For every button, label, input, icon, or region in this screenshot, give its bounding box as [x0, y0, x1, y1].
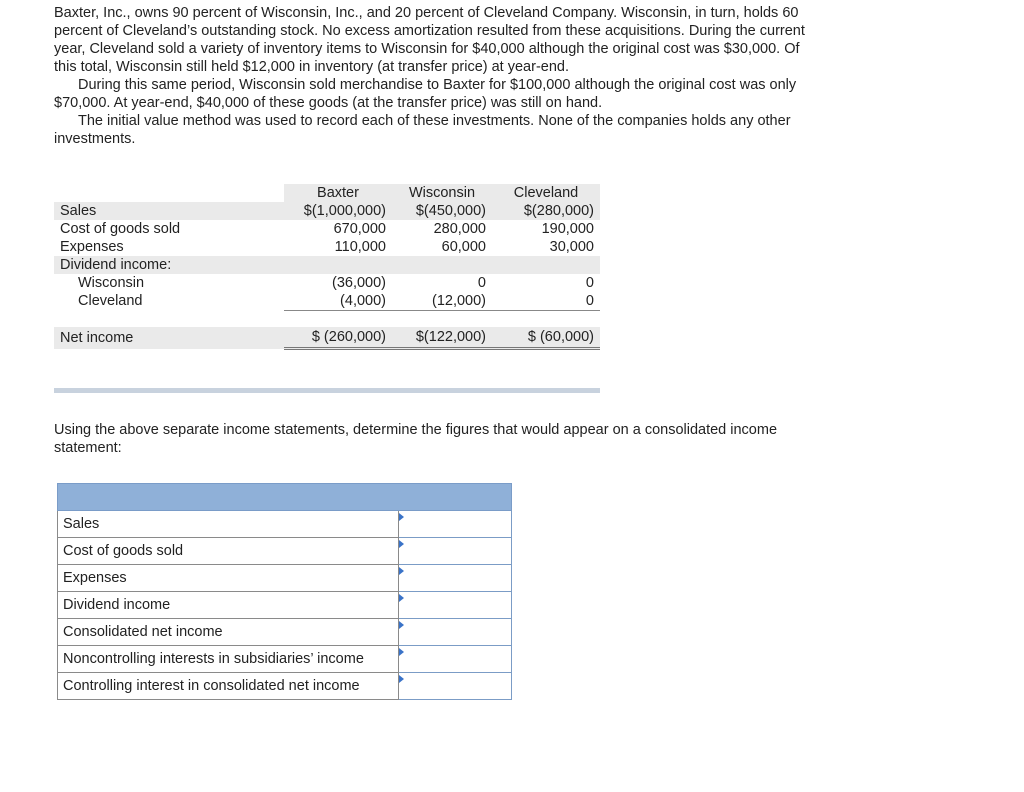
row-label-cogs: Cost of goods sold: [60, 221, 181, 237]
cell-value: (36,000): [331, 275, 386, 291]
row-label-cleveland: Cleveland: [78, 293, 143, 310]
problem-text: [54, 4, 814, 148]
sales-input[interactable]: [399, 512, 511, 536]
answer-table-header: [58, 484, 512, 511]
answer-row-expenses: [58, 565, 512, 592]
answer-row-sales: [58, 511, 512, 538]
cell-value: $(280,000): [492, 202, 600, 220]
problem-paragraph-3: The initial value method was used to record each of these investments. None of the companies holds any other investments.: [54, 113, 791, 147]
answer-row-controlling: [58, 673, 512, 700]
cell-value: $(1,000,000): [284, 202, 392, 220]
cell-value: (12,000): [392, 292, 492, 311]
row-label-sales: Sales: [54, 202, 284, 220]
table-row: [54, 238, 600, 256]
cell-value: (4,000): [284, 292, 392, 311]
answer-row-dividend-income: [58, 592, 512, 619]
problem-paragraph-2: During this same period, Wisconsin sold merchandise to Baxter for $100,000 although the original cost was only $70,000. At year-end, $40,000 of these goods (at the transfer price) was still on hand.: [54, 77, 797, 111]
expenses-input[interactable]: [399, 566, 511, 590]
row-label-dividend-income: Dividend income:: [54, 256, 284, 274]
answer-row-consolidated-net-income: [58, 619, 512, 646]
row-label-expenses: Expenses: [60, 239, 124, 255]
table-row: [54, 256, 600, 274]
cell-value: 0: [492, 292, 600, 311]
table-row: [54, 202, 600, 220]
cell-value: 110,000: [334, 239, 386, 255]
cell-value: 280,000: [433, 221, 486, 237]
problem-paragraph-1: Baxter, Inc., owns 90 percent of Wisconsin, Inc., and 20 percent of Cleveland Company. Wisconsin, in turn, holds 60 percent of Cleveland’s outstanding stock. No excess amortization resulted from these acquisitions. During the current year, Cleveland sold a variety of inventory items to Wisconsin for $40,000 although the original cost was $30,000. Of this total, Wisconsin still held $12,000 in inventory (at transfer price) at year-end.: [54, 5, 805, 75]
table-row: [54, 292, 600, 311]
cell-value: 0: [585, 275, 594, 291]
cell-value: $ (260,000): [284, 327, 392, 349]
table-row: [54, 220, 600, 238]
answer-label: Controlling interest in consolidated net income: [58, 673, 399, 700]
cell-value: $ (60,000): [492, 327, 600, 349]
controlling-interest-input[interactable]: [399, 674, 511, 698]
answer-label: Consolidated net income: [58, 619, 399, 646]
answer-label: Dividend income: [58, 592, 399, 619]
table-row: [54, 274, 600, 292]
cost-of-goods-sold-input[interactable]: [399, 539, 511, 563]
table-row: [54, 327, 600, 349]
col-header-wisconsin: Wisconsin: [392, 184, 492, 202]
divider: [54, 388, 600, 393]
answer-label: Sales: [58, 511, 399, 538]
question-text: Using the above separate income statements, determine the figures that would appear on a consolidated income statement:: [54, 422, 778, 456]
noncontrolling-interests-input[interactable]: [399, 647, 511, 671]
answer-label: Expenses: [58, 565, 399, 592]
cell-value: 670,000: [333, 221, 386, 237]
answer-label: Noncontrolling interests in subsidiaries’ income: [58, 646, 399, 673]
consolidated-answer-table: [57, 483, 512, 700]
cell-value: 0: [477, 275, 486, 291]
answer-label: Cost of goods sold: [58, 538, 399, 565]
cell-value: 30,000: [549, 239, 594, 255]
row-label-wisconsin: Wisconsin: [78, 275, 145, 291]
dividend-income-input[interactable]: [399, 593, 511, 617]
cell-value: $(122,000): [392, 327, 492, 349]
separate-income-statements: [54, 184, 600, 368]
cell-value: 190,000: [541, 221, 594, 237]
cell-value: $(450,000): [392, 202, 492, 220]
col-header-cleveland: Cleveland: [492, 184, 600, 202]
answer-row-noncontrolling: [58, 646, 512, 673]
cell-value: 60,000: [441, 239, 486, 255]
answer-row-cogs: [58, 538, 512, 565]
consolidated-net-income-input[interactable]: [399, 620, 511, 644]
col-header-baxter: Baxter: [284, 184, 392, 202]
row-label-net-income: Net income: [54, 327, 284, 349]
